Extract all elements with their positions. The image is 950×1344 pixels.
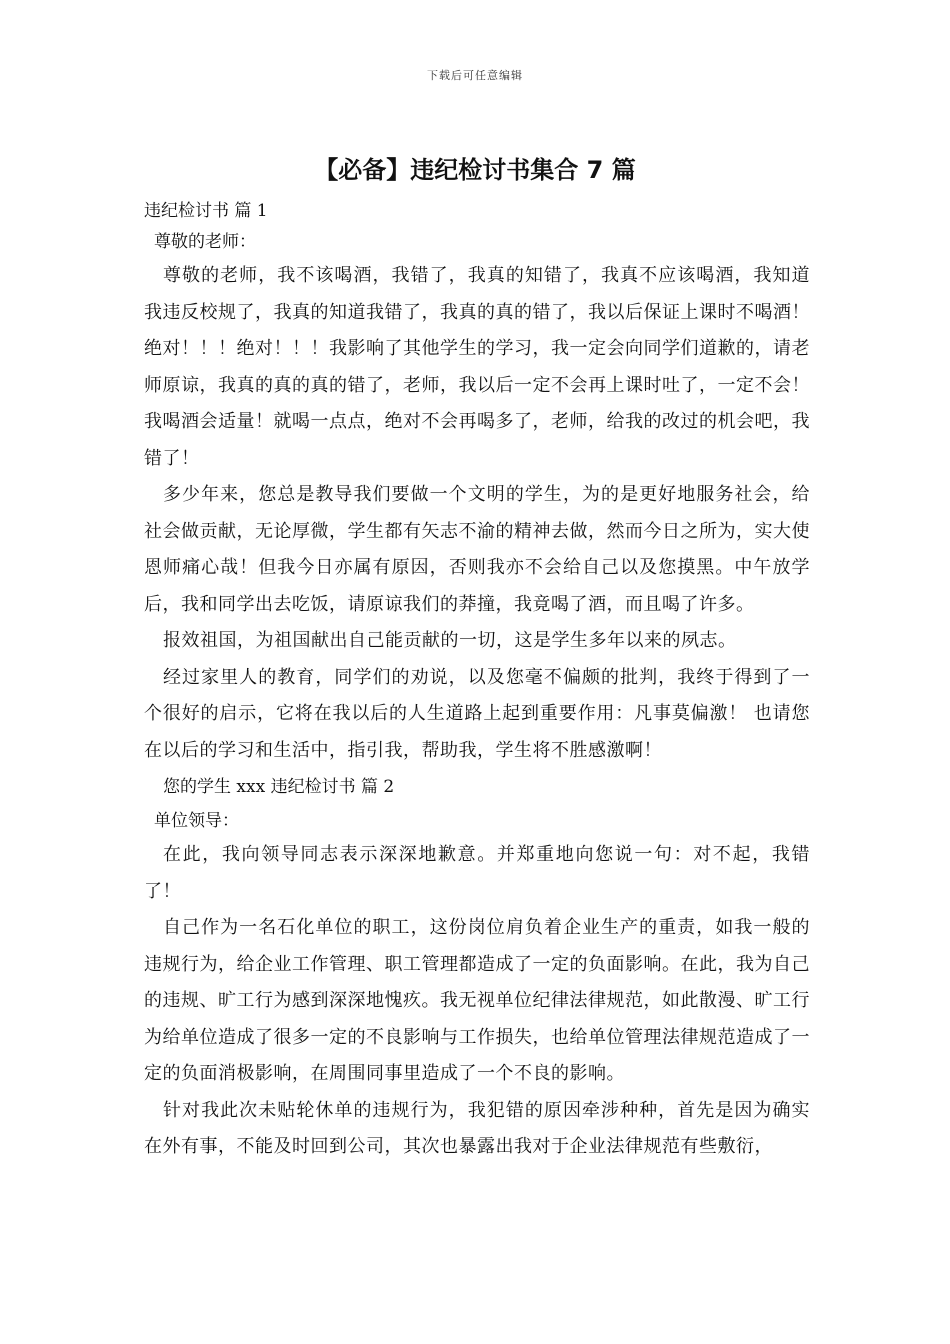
salutation: 单位领导： <box>154 811 239 831</box>
body-paragraph: 自己作为一名石化单位的职工，这份岗位肩负着企业生产的重责，如我一般的违规行为，给企业工作管理、职工管理都造成了一定的负面影响。在此，我为自己的违规、旷工行为感到深深地愧疚。我无视单位纪律法律规范，如此散漫、旷工行为给单位造成了很多一定的不良影响与工作损失，也给单位管理法律规范造成了一定的负面消极影响，在周围同事里造成了一个不良的影响。 <box>144 917 810 1084</box>
body-paragraph: 多少年来，您总是教导我们要做一个文明的学生，为的是更好地服务社会，给社会做贡献，无论厚微，学生都有矢志不渝的精神去做，然而今日之所为，实大使恩师痛心哉！但我今日亦属有原因，否则我亦不会给自己以及您摸黑。中午放学后，我和同学出去吃饭，请原谅我们的莽撞，我竟喝了酒，而且喝了许多。 <box>144 484 810 615</box>
header-note: 下载后可任意编辑 <box>427 69 523 82</box>
body-paragraph: 针对我此次未贴轮休单的违规行为，我犯错的原因牵涉种种，首先是因为确实在外有事，不能及时回到公司，其次也暴露出我对于企业法律规范有些敷衍， <box>144 1099 810 1157</box>
signoff-line: 您的学生 xxx 违纪检讨书 篇 2 <box>163 777 395 797</box>
document-body <box>144 198 810 1166</box>
section-heading: 违纪检讨书 篇 1 <box>144 201 268 221</box>
document-title: 【必备】违纪检讨书集合 7 篇 <box>314 156 636 184</box>
body-paragraph: 报效祖国，为祖国献出自己能贡献的一切，这是学生多年以来的夙志。 <box>163 630 737 651</box>
body-paragraph: 尊敬的老师，我不该喝酒，我错了，我真的知错了，我真不应该喝酒，我知道我违反校规了，我真的知道我错了，我真的真的错了，我以后保证上课时不喝酒！绝对！！！绝对！！！我影响了其他学生的学习，我一定会向同学们道歉的，请老师原谅，我真的真的真的错了，老师，我以后一定不会再上课时吐了，一定不会！我喝酒会适量！就喝一点点，绝对不会再喝多了，老师，给我的改过的机会吧，我错了！ <box>144 265 810 469</box>
body-paragraph: 在此，我向领导同志表示深深地歉意。并郑重地向您说一句：对不起，我错了！ <box>144 844 810 902</box>
salutation: 尊敬的老师： <box>154 232 256 252</box>
body-paragraph: 经过家里人的教育，同学们的劝说，以及您毫不偏颇的批判，我终于得到了一个很好的启示，它将在我以后的人生道路上起到重要作用：凡事莫偏激！ 也请您在以后的学习和生活中，指引我，帮助我，学生将不胜感激啊！ <box>144 666 810 761</box>
